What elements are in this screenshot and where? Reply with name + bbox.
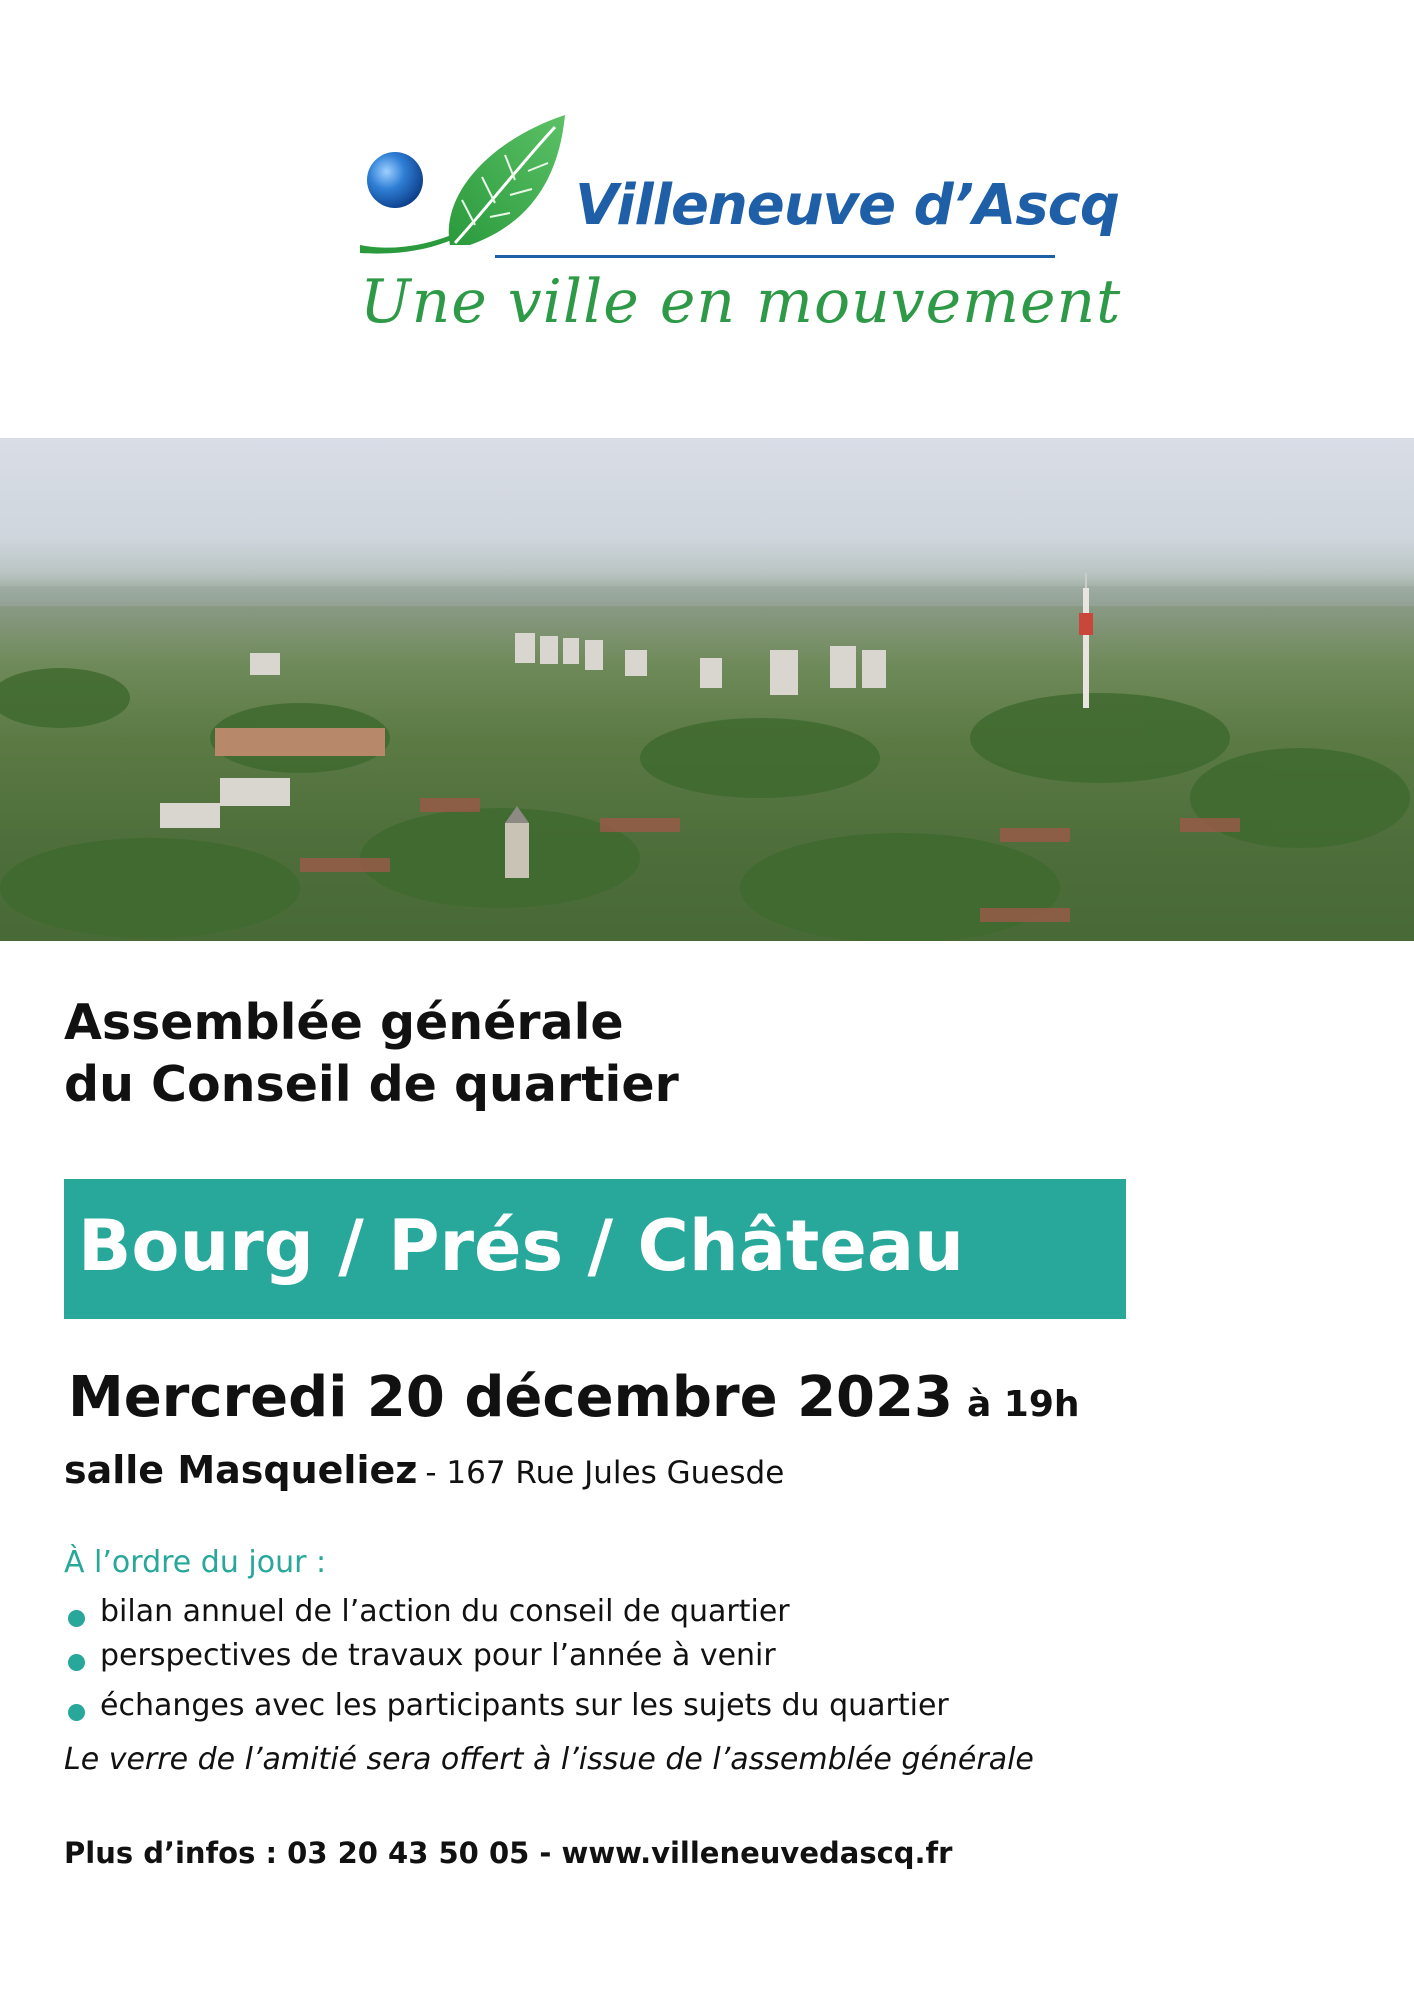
list-item bbox=[64, 1634, 949, 1678]
list-item bbox=[64, 1684, 949, 1728]
title-line-1: Assemblée générale bbox=[64, 994, 624, 1051]
aerial-city-photo bbox=[0, 438, 1414, 941]
neighborhood-name: Bourg / Prés / Château bbox=[78, 1205, 964, 1287]
logo-city-name: Villeneuve d’Ascq bbox=[575, 173, 1119, 238]
logo-tagline: Une ville en mouvement bbox=[360, 267, 1122, 337]
closing-note: Le verre de l’amitié sera offert à l’issue de l’assemblée générale bbox=[64, 1742, 1034, 1777]
bullet-dot-icon bbox=[68, 1704, 85, 1721]
city-skyline-illustration bbox=[0, 438, 1414, 941]
title-line-2: du Conseil de quartier bbox=[64, 1056, 679, 1113]
event-time: à 19h bbox=[966, 1384, 1080, 1425]
event-venue-line bbox=[64, 1448, 784, 1492]
agenda-title: À l’ordre du jour : bbox=[64, 1545, 327, 1580]
logo-divider bbox=[495, 255, 1055, 258]
agenda-item-text: perspectives de travaux pour l’année à venir bbox=[100, 1638, 776, 1673]
agenda-list bbox=[64, 1590, 949, 1728]
venue-name: salle Masqueliez bbox=[64, 1448, 418, 1492]
city-logo bbox=[350, 105, 1122, 345]
page-title bbox=[64, 992, 679, 1116]
bullet-dot-icon bbox=[68, 1654, 85, 1671]
bullet-dot-icon bbox=[68, 1610, 85, 1627]
agenda-item-text: échanges avec les participants sur les sujets du quartier bbox=[100, 1688, 949, 1723]
contact-footer: Plus d’infos : 03 20 43 50 05 - www.villeneuvedascq.fr bbox=[64, 1836, 953, 1870]
venue-address: - 167 Rue Jules Guesde bbox=[425, 1455, 785, 1491]
event-date: Mercredi 20 décembre 2023 bbox=[68, 1365, 953, 1430]
agenda-item-text: bilan annuel de l’action du conseil de quartier bbox=[100, 1594, 790, 1629]
list-item bbox=[64, 1590, 949, 1634]
event-date-line bbox=[68, 1365, 1080, 1430]
neighborhood-banner bbox=[64, 1179, 1126, 1319]
